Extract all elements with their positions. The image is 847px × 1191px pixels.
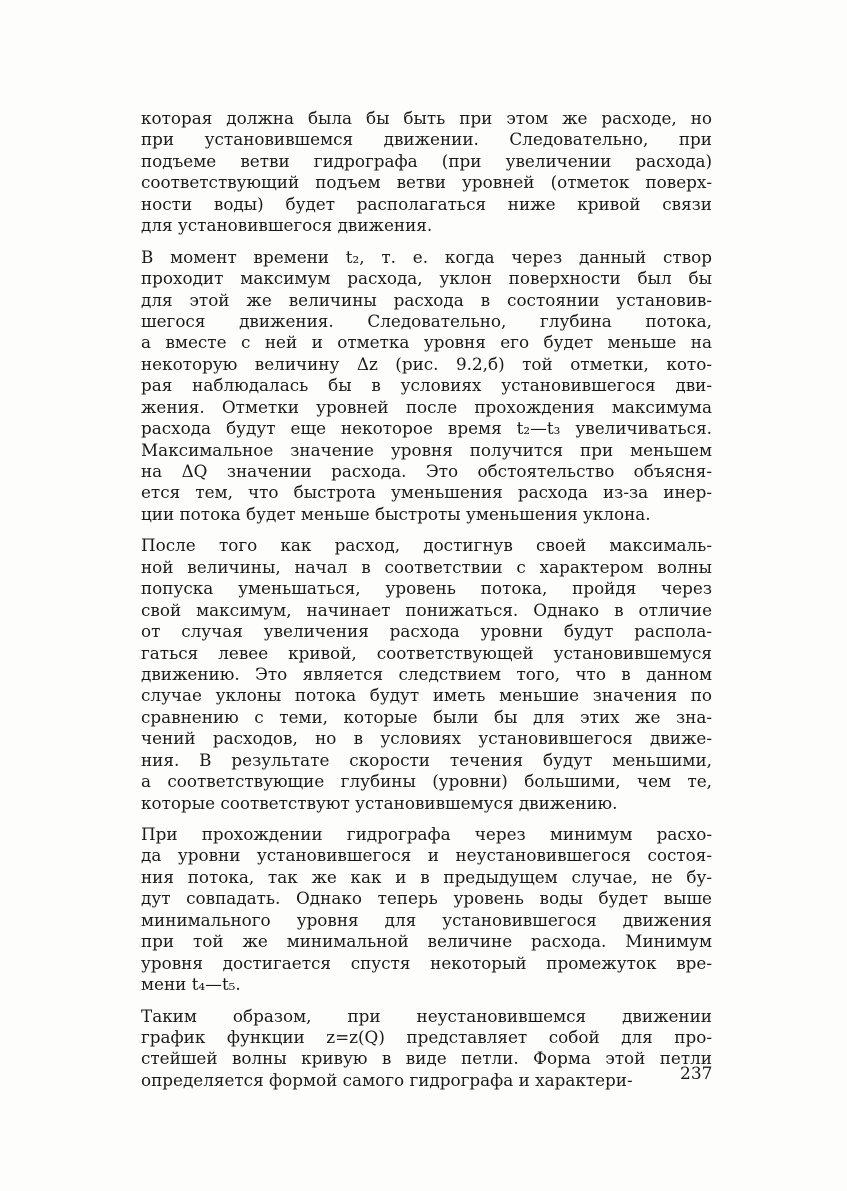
text-line: ется тем, что быстрота уменьшения расхода из-за инер- [141, 482, 712, 503]
text-line: уровня достигается спустя некоторый промежуток вре- [141, 952, 712, 973]
text-line: некоторую величину Δz (рис. 9.2,б) той отметки, кото- [141, 353, 712, 374]
text-line: при той же минимальной величине расхода. Минимум [141, 931, 712, 952]
text-line: ции потока будет меньше быстроты уменьшения уклона. [141, 503, 651, 524]
text-line: ния потока, так же как и в предыдущем случае, не бу- [141, 866, 712, 887]
text-line: свой максимум, начинает понижаться. Однако в отличие [141, 599, 712, 620]
text-line: стейшей волны кривую в виде петли. Форма этой петли [141, 1048, 712, 1069]
body-text [141, 108, 712, 1101]
text-line: минимального уровня для установившегося движения [141, 909, 712, 930]
text-line: ной величины, начал в соответствии с характером волны [141, 556, 712, 577]
text-line: движению. Это является следствием того, что в данном [141, 663, 712, 684]
text-line: чений расходов, но в условиях установившегося движе- [141, 728, 712, 749]
text-line: для установившегося движения. [141, 215, 433, 236]
text-line: которые соответствуют установившемуся движению. [141, 792, 618, 813]
text-line: попуска уменьшаться, уровень потока, пройдя через [141, 578, 712, 599]
text-line: а вместе с ней и отметка уровня его будет меньше на [141, 332, 712, 353]
text-line: да уровни установившегося и неустановившегося состоя- [141, 845, 712, 866]
text-line: а соответствующие глубины (уровни) большими, чем те, [141, 771, 712, 792]
text-line: сравнению с теми, которые были бы для этих же зна- [141, 706, 712, 727]
text-line: на ΔQ значении расхода. Это обстоятельство объясня- [141, 461, 712, 481]
text-line: ности воды) будет располагаться ниже кривой связи [141, 193, 712, 214]
text-line: при установившемся движении. Следовательно, при [141, 129, 712, 150]
text-line: В момент времени t₂, т. е. когда через данный створ [141, 246, 712, 267]
paragraph [141, 824, 712, 996]
text-line: от случая увеличения расхода уровни будут распола- [141, 621, 712, 642]
text-line: которая должна была бы быть при этом же расходе, но [141, 108, 712, 128]
page-number: 237 [680, 1064, 713, 1084]
text-line: мени t₄—t₅. [141, 974, 241, 995]
text-line: После того как расход, достигнув своей максималь- [141, 535, 712, 556]
paragraph [141, 247, 712, 526]
text-line: При прохождении гидрографа через минимум расхо- [141, 824, 712, 844]
paragraph [141, 108, 712, 237]
text-line: график функции z=z(Q) представляет собой для про- [141, 1026, 712, 1047]
text-line: соответствующий подъем ветви уровней (отметок поверх- [141, 172, 712, 193]
paragraph [141, 1006, 712, 1092]
text-line: определяется формой самого гидрографа и характери- [141, 1069, 633, 1090]
text-line: подъеме ветви гидрографа (при увеличении расхода) [141, 150, 712, 171]
text-line: ния. В результате скорости течения будут меньшими, [141, 749, 712, 770]
text-line: расхода будут еще некоторое время t₂—t₃ увеличиваться. [141, 418, 712, 439]
paragraph [141, 535, 712, 814]
text-line: гаться левее кривой, соответствующей установившемуся [141, 642, 712, 663]
text-line: жения. Отметки уровней после прохождения максимума [141, 396, 712, 417]
text-line: Таким образом, при неустановившемся движении [141, 1005, 712, 1026]
text-line: проходит максимум расхода, уклон поверхности был бы [141, 268, 712, 289]
text-line: случае уклоны потока будут иметь меньшие значения по [141, 685, 712, 706]
text-line: рая наблюдалась бы в условиях установившегося дви- [141, 375, 712, 396]
text-line: Максимальное значение уровня получится при меньшем [141, 439, 712, 460]
text-line: дут совпадать. Однако теперь уровень воды будет выше [141, 888, 712, 909]
text-line: для этой же величины расхода в состоянии установив- [141, 289, 712, 310]
text-line: шегося движения. Следовательно, глубина потока, [141, 310, 712, 331]
